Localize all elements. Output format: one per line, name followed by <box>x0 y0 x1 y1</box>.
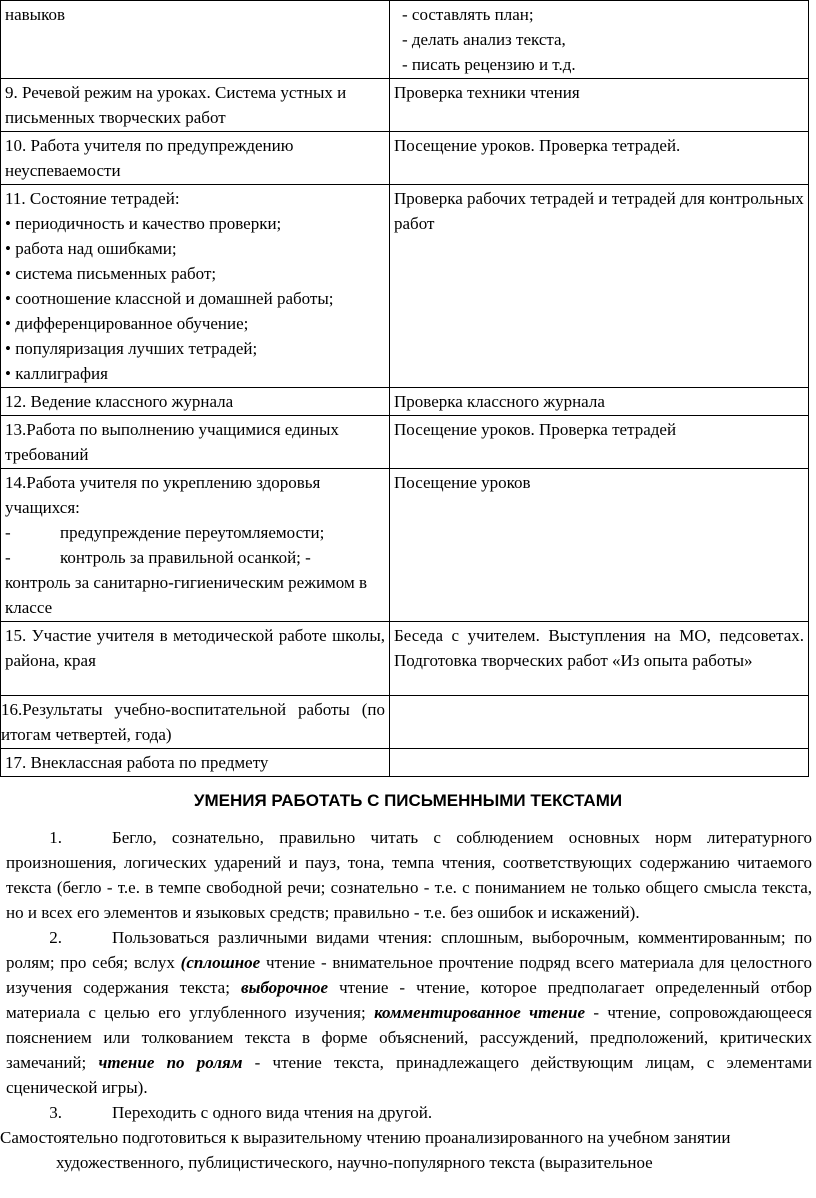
table-row <box>1 132 809 185</box>
emphasis: чтение по ролям <box>98 1053 243 1072</box>
table-cell-right: Посещение уроков. Проверка тетрадей <box>390 416 809 469</box>
paragraph-text: Переходить с одного вида чтения на другой. <box>112 1103 433 1122</box>
cell-line: - делать анализ текста, <box>402 30 566 49</box>
paragraph-4 <box>0 1125 812 1150</box>
list-item: • периодичность и качество проверки; <box>5 211 385 236</box>
table-cell-left: 10. Работа учителя по предупреждению неуспеваемости <box>1 132 390 185</box>
list-item: • работа над ошибками; <box>5 236 385 261</box>
paragraph-text: художественного, публицистического, научно-популярного текста (выразительное <box>56 1153 653 1172</box>
dash-item: - контроль за правильной осанкой; - <box>5 548 311 567</box>
paragraph-4-cont <box>6 1150 812 1175</box>
list-item: • система письменных работ; <box>5 261 385 286</box>
table-cell-left: навыков <box>1 1 390 79</box>
table-cell-right <box>390 696 809 749</box>
table-cell-left: 17. Внеклассная работа по предмету <box>1 749 390 777</box>
table-cell-right: Посещение уроков <box>390 469 809 622</box>
table-row <box>1 416 809 469</box>
table-row <box>1 185 809 388</box>
emphasis: выборочное <box>240 978 329 997</box>
paragraph-number: 3. <box>49 1103 62 1122</box>
paragraph-2: 2. Пользоваться различными видами чтения: сплошным, выборочным, комментированным; по ролям; про себя; вслух (сплошное чтение - внимательное прочтение подряд всего материала для целостного изучения содержания текста; выборочное чтение - чтение, которое предполагает определенный отбор материала с целью его углубленного изучения; комментированное чтение - чтение, сопровождающееся пояснением или толкованием текста в форме объяснений, рассуждений, предположений, критических замечаний; чтение по ролям - чтение текста, принадлежащего действующим лицам, с элементами сценической игры). <box>6 925 812 1100</box>
cell-title: 14.Работа учителя по укреплению здоровья учащихся: <box>5 473 321 517</box>
table-row <box>1 696 809 749</box>
emphasis: комментированное чтение <box>374 1003 585 1022</box>
table-cell-left <box>1 469 390 622</box>
table-cell-right: Проверка классного журнала <box>390 388 809 416</box>
paragraph-1 <box>6 825 812 925</box>
table-cell-left: 15. Участие учителя в методической работе школы, района, края <box>1 622 390 696</box>
emphasis: сплошное <box>186 953 261 972</box>
table-cell-left: 9. Речевой режим на уроках. Система устных и письменных творческих работ <box>1 79 390 132</box>
table-row <box>1 622 809 696</box>
bullet-list <box>5 211 385 386</box>
table-row <box>1 1 809 79</box>
table-cell-left: 12. Ведение классного журнала <box>1 388 390 416</box>
table-cell-right <box>390 749 809 777</box>
table-cell-right: Проверка техники чтения <box>390 79 809 132</box>
section-body <box>0 825 813 1175</box>
paragraph-text: Самостоятельно подготовиться к выразительному чтению проанализированного на учебном занятии <box>0 1128 731 1147</box>
table-cell-right: Проверка рабочих тетрадей и тетрадей для контрольных работ <box>390 185 809 388</box>
section-title: УМЕНИЯ РАБОТАТЬ С ПИСЬМЕННЫМИ ТЕКСТАМИ <box>193 791 623 810</box>
cell-line: - составлять план; <box>402 5 534 24</box>
table-row <box>1 749 809 777</box>
cell-title: 11. Состояние тетрадей: <box>5 189 180 208</box>
paragraph-text: Бегло, сознательно, правильно читать с соблюдением основных норм литературного произношения, логических ударений и пауз, тона, темпа чтения, соответствующих содержанию читаемого текста (бегло - т.е. в темпе свободной речи; сознательно - т.е. с пониманием не только общего смысла текста, но и всех его элементов и языковых средств; правильно - т.е. без ошибок и искажений). <box>6 828 812 922</box>
table-cell-right: Беседа с учителем. Выступления на МО, педсоветах. Подготовка творческих работ «Из опыта работы» <box>390 622 809 696</box>
list-item: • соотношение классной и домашней работы; <box>5 286 385 311</box>
paragraph-number: 1. <box>49 828 62 847</box>
table-cell-left: 13.Работа по выполнению учащимися единых требований <box>1 416 390 469</box>
table-cell-left: 16.Результаты учебно-воспитательной работы (по итогам четвертей, года) <box>1 696 390 749</box>
list-item: • каллиграфия <box>5 361 385 386</box>
dash-item: - предупреждение переутомляемости; <box>5 523 325 542</box>
table-cell-left <box>1 185 390 388</box>
paragraph-number: 2. <box>49 928 62 947</box>
cell-tail: контроль за санитарно-гигиеническим режимом в классе <box>5 573 368 617</box>
cell-line: - писать рецензию и т.д. <box>402 55 576 74</box>
paragraph-3 <box>6 1100 812 1125</box>
list-item: • популяризация лучших тетрадей; <box>5 336 385 361</box>
table-row <box>1 469 809 622</box>
table-row <box>1 388 809 416</box>
list-item: • дифференцированное обучение; <box>5 311 385 336</box>
table-cell-right: Посещение уроков. Проверка тетрадей. <box>390 132 809 185</box>
table-cell-right <box>390 1 809 79</box>
table-row <box>1 79 809 132</box>
